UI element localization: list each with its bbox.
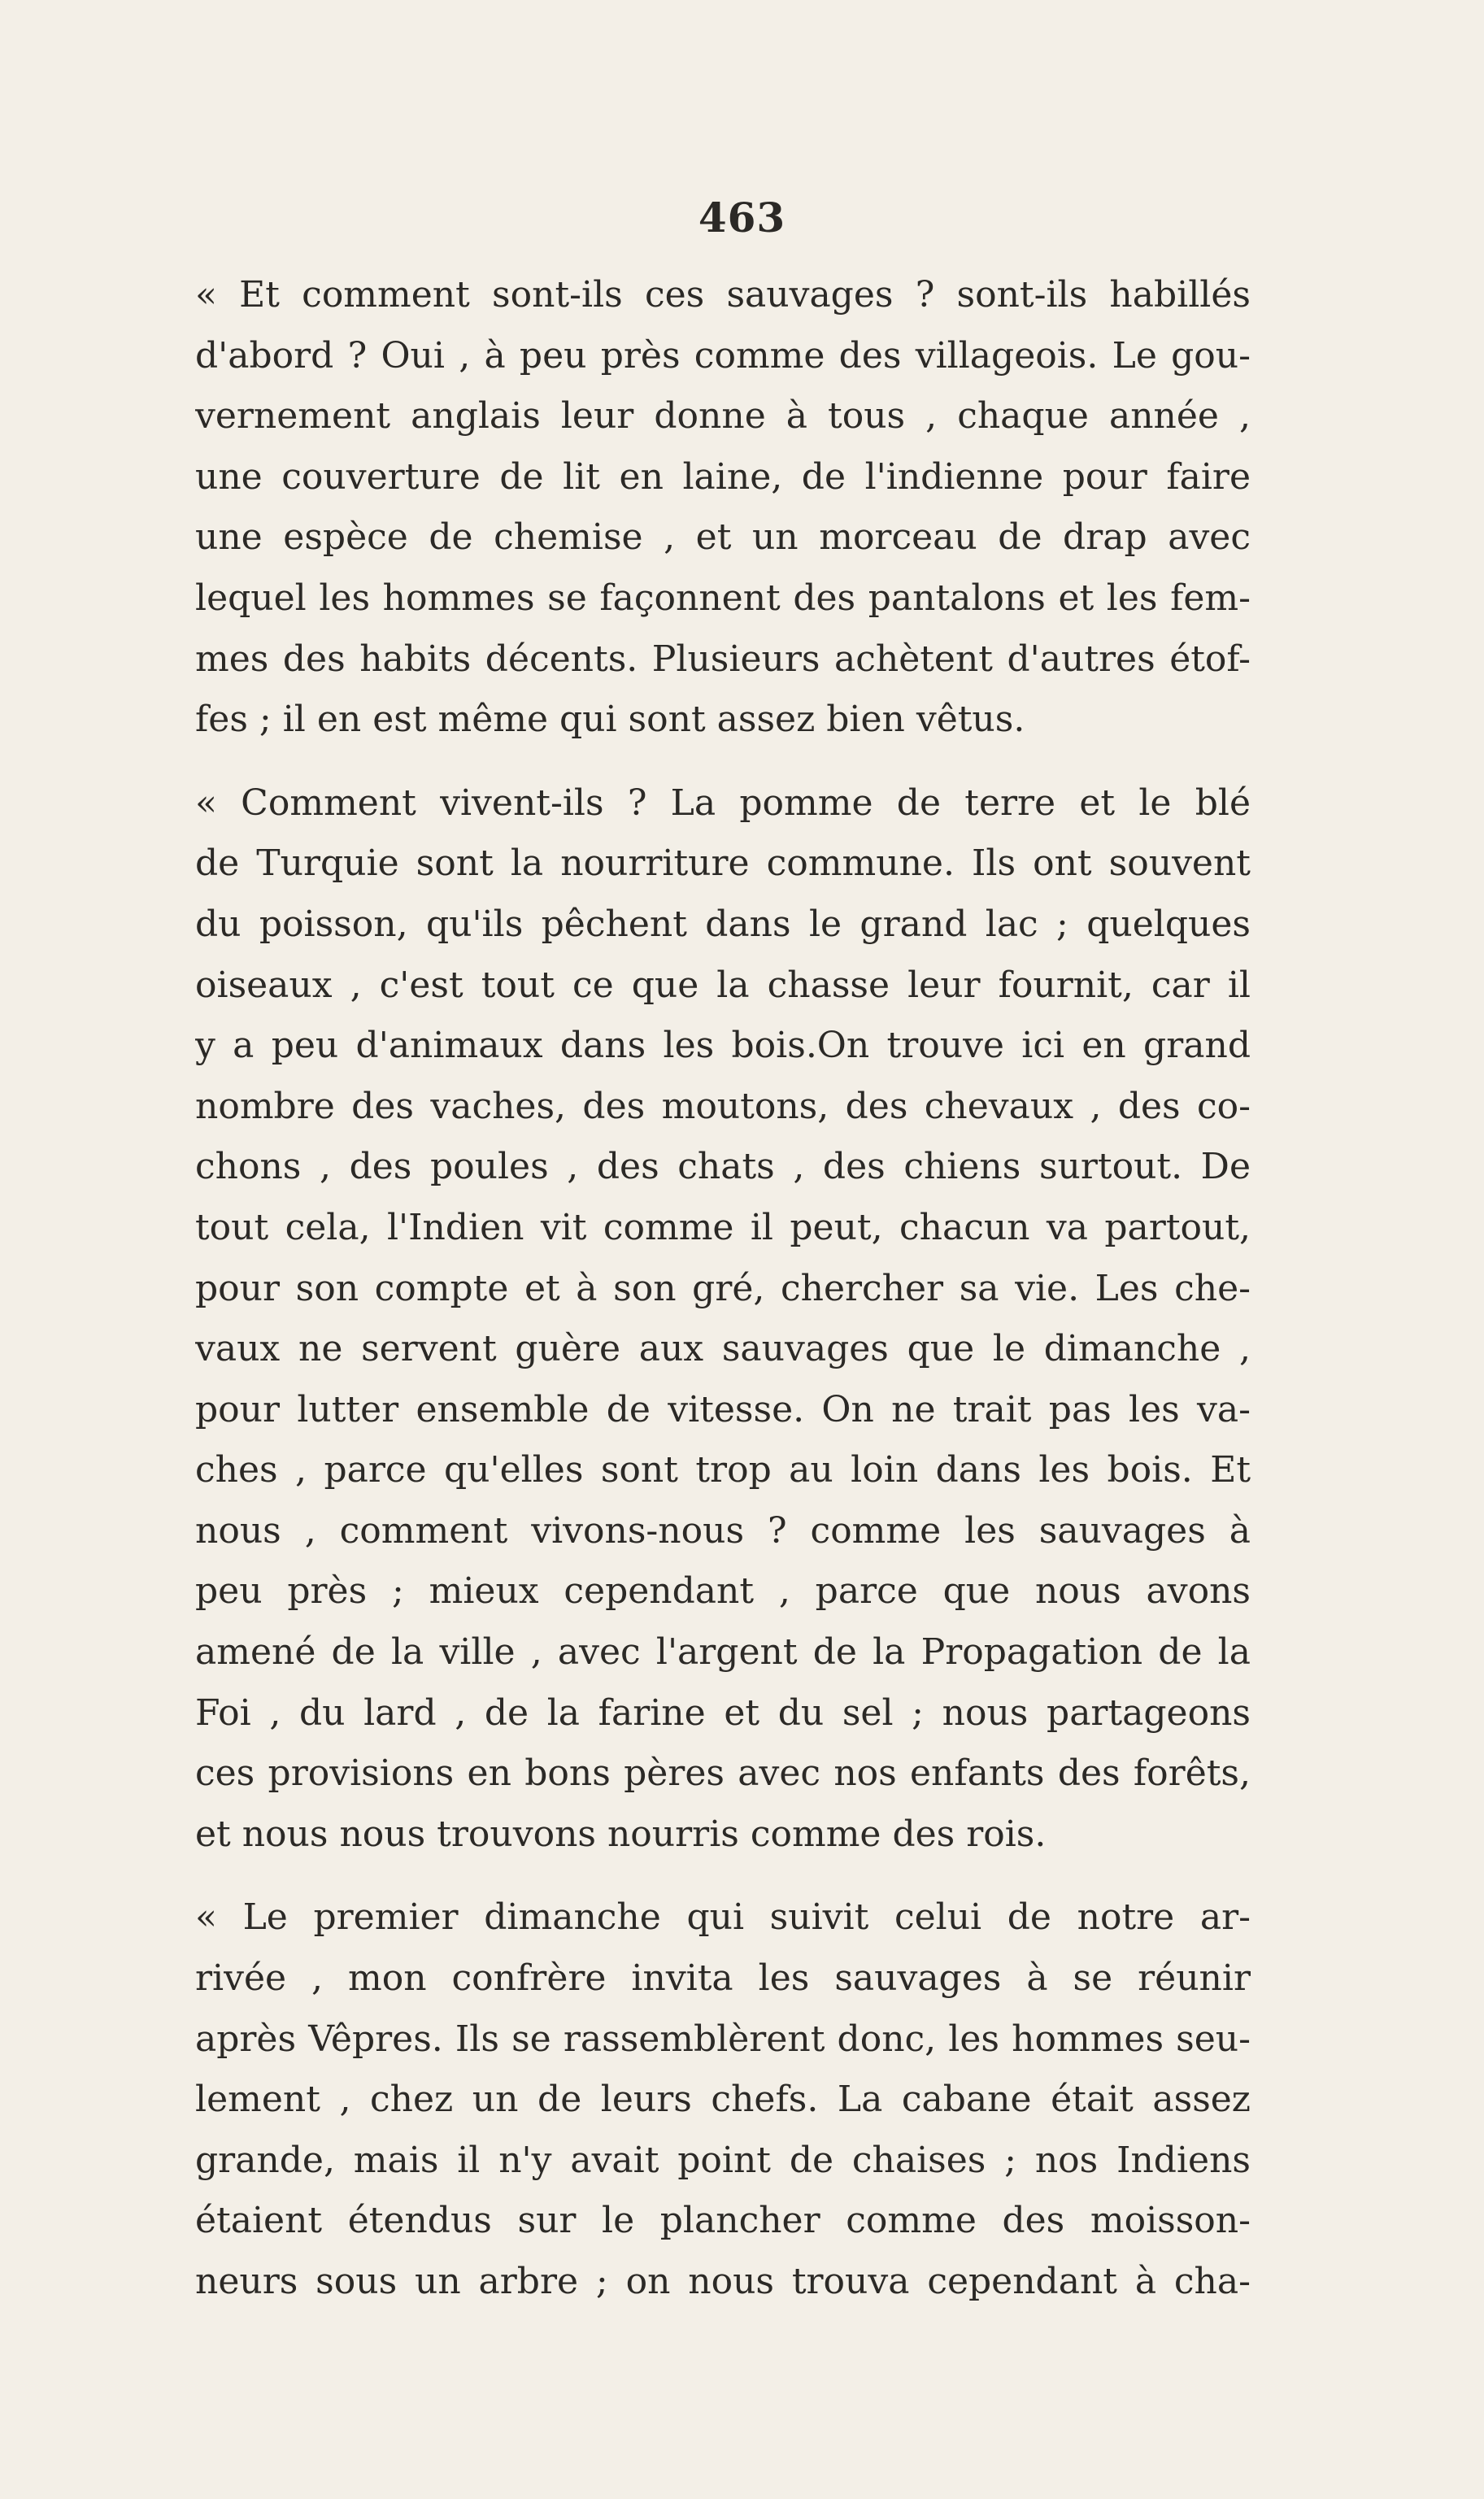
text-line: vernement anglais leur donne à tous , chaque année , [195, 395, 1251, 438]
page-number: 463 [698, 194, 786, 242]
text-line: neurs sous un arbre ; on nous trouva cependant à cha- [195, 2261, 1251, 2302]
text-line: de Turquie sont la nourriture commune. Ils ont souvent [195, 842, 1251, 885]
text-line: nous , comment vivons-nous ? comme les sauvages à [195, 1509, 1251, 1552]
text-line: ces provisions en bons pères avec nos enfants des forêts, [195, 1752, 1251, 1795]
text-line: rivée , mon confrère invita les sauvages à se réunir [195, 1957, 1251, 2000]
text-line: amené de la ville , avec l'argent de la Propagation de la [195, 1631, 1251, 1674]
text-line: chons , des poules , des chats , des chiens surtout. De [195, 1146, 1251, 1188]
text-line: étaient étendus sur le plancher comme des moisson- [195, 2200, 1251, 2242]
text-line: une couverture de lit en laine, de l'indienne pour faire [195, 455, 1251, 498]
text-line: « Et comment sont-ils ces sauvages ? sont-ils habillés [195, 274, 1251, 316]
text-line: fes ; il en est même qui sont assez bien vêtus. [195, 699, 1025, 741]
text-line: grande, mais il n'y avait point de chaises ; nos Indiens [195, 2139, 1251, 2181]
text-line: d'abord ? Oui , à peu près comme des villageois. Le gou- [195, 334, 1251, 377]
text-line: une espèce de chemise , et un morceau de drap avec [195, 516, 1251, 559]
text-line: du poisson, qu'ils pêchent dans le grand lac ; quelques [195, 903, 1251, 945]
text-line: peu près ; mieux cependant , parce que nous avons [195, 1570, 1251, 1613]
text-line: ches , parce qu'elles sont trop au loin dans les bois. Et [195, 1449, 1251, 1491]
text-line: pour son compte et à son gré, chercher sa vie. Les che- [195, 1267, 1251, 1309]
text-line: mes des habits décents. Plusieurs achètent d'autres étof- [195, 638, 1251, 680]
text-line: nombre des vaches, des moutons, des chevaux , des co- [195, 1085, 1251, 1127]
paragraph [195, 265, 1251, 751]
text-line: lequel les hommes se façonnent des pantalons et les fem- [195, 577, 1251, 619]
text-line: pour lutter ensemble de vitesse. On ne trait pas les va- [195, 1388, 1251, 1430]
paragraph [195, 1887, 1251, 2312]
text-line: et nous nous trouvons nourris comme des rois. [195, 1813, 1047, 1855]
text-line: après Vêpres. Ils se rassemblèrent donc, les hommes seu- [195, 2018, 1251, 2060]
body-text [195, 265, 1251, 2313]
text-line: vaux ne servent guère aux sauvages que le dimanche , [195, 1328, 1251, 1370]
text-line: lement , chez un de leurs chefs. La cabane était assez [195, 2079, 1251, 2121]
text-line: « Comment vivent-ils ? La pomme de terre et le blé [195, 781, 1251, 824]
text-line: oiseaux , c'est tout ce que la chasse leur fournit, car il [195, 964, 1251, 1006]
text-line: Foi , du lard , de la farine et du sel ; nous partageons [195, 1691, 1251, 1734]
paragraph [195, 773, 1251, 1866]
text-line: « Le premier dimanche qui suivit celui de notre ar- [195, 1896, 1251, 1939]
text-line: y a peu d'animaux dans les bois.On trouve ici en grand [195, 1025, 1251, 1067]
text-line: tout cela, l'Indien vit comme il peut, chacun va partout, [195, 1206, 1251, 1248]
